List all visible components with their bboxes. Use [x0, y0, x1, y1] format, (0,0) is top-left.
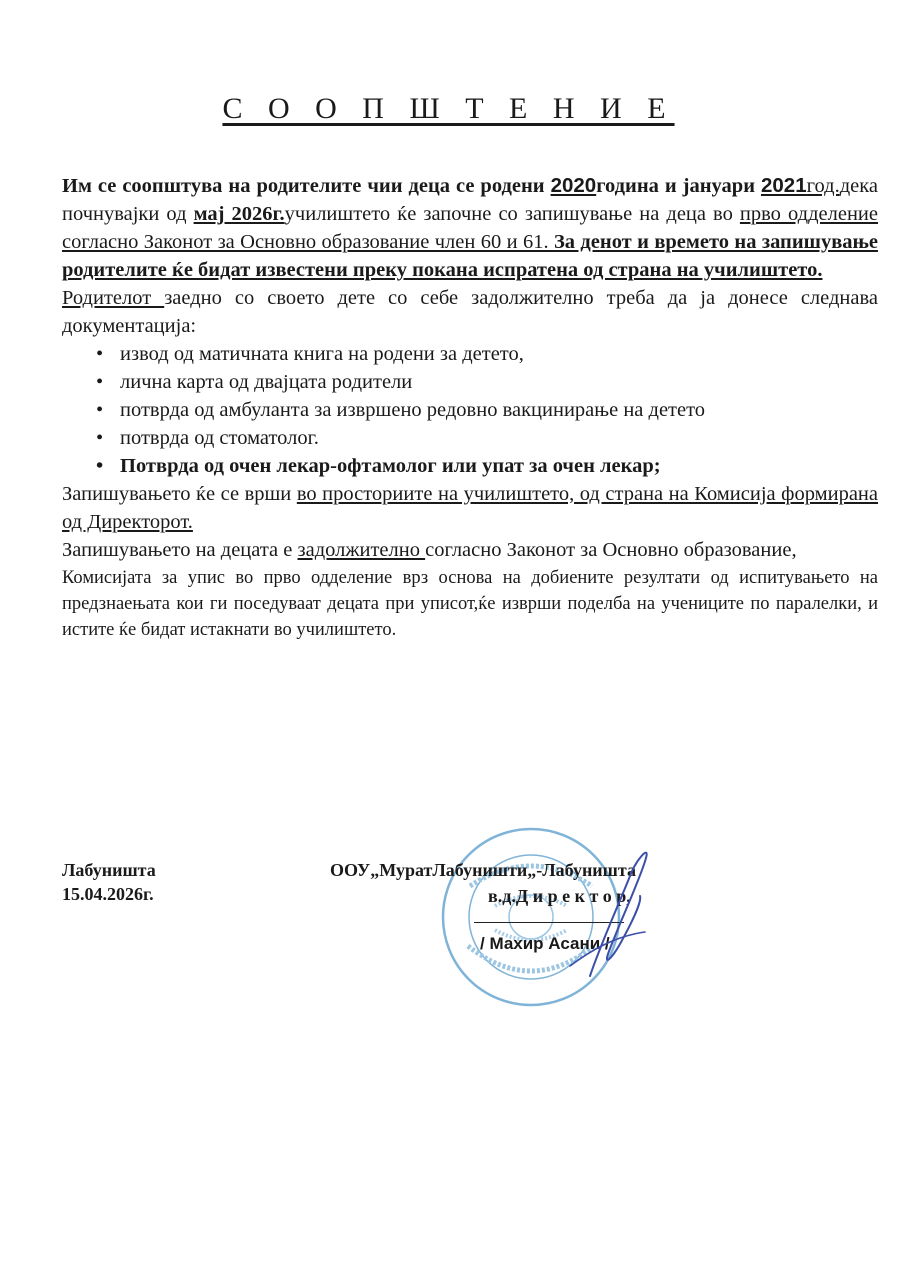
intro-text-6: дека почнувајки од [62, 175, 878, 225]
list-item: • извод од матичната книга на родени за детето, [120, 341, 878, 369]
intro-text-3: година и јануари [596, 175, 761, 197]
mandatory-text-1: Запишувањето на децата е [62, 538, 298, 561]
invitation-notice: За денот и времето на запишување родителите ќе бидат известени преку покана испратена од страна на училиштето. [62, 230, 878, 281]
intro-paragraph [62, 172, 878, 285]
mandatory-text-3: согласно Законот за Основно образование, [425, 538, 797, 561]
mandatory-paragraph [62, 537, 878, 565]
parent-text-1: Родителот [62, 286, 165, 309]
list-item: • потврда од амбуланта за извршено редовно вакцинирање на детето [120, 397, 878, 425]
law-reference: прво одделение согласно Законот за Основно образование член 60 и 61. [62, 202, 878, 253]
signature-icon [560, 836, 660, 986]
documents-list [62, 341, 878, 481]
start-date: мај 2026г. [193, 202, 285, 225]
enroll-paragraph [62, 481, 878, 537]
parent-paragraph [62, 285, 878, 341]
list-item: • лична карта од двајцата родители [120, 369, 878, 397]
birth-year-2020: 2020 [550, 174, 597, 197]
document-title: С О О П Ш Т Е Н И Е [222, 92, 675, 125]
list-item: • потврда од стоматолог. [120, 425, 878, 453]
list-item: • Потврда од очен лекар-офтамолог или упат за очен лекар; [120, 453, 878, 481]
parent-text-2: заедно со своето дете со себе задолжително треба да ја донесе следнава документација: [62, 286, 878, 337]
intro-text-5: год. [806, 175, 840, 197]
mandatory-text-2: задолжително [297, 538, 426, 561]
document-body [62, 172, 878, 643]
enroll-text-1: Запишувањето ќе се врши [62, 482, 297, 505]
footer-place: Лабуништа [62, 860, 156, 880]
footer-date: 15.04.2026г. [62, 884, 154, 904]
commission-paragraph: Комисијата за упис во прво одделение врз основа на добиените резултати од испитувањето на предзнаењата кои ги поседуваат децата при уписот,ќе изврши поделба на учениците по паралелки, и истите ќе бидат истакнати во училиштето. [62, 567, 878, 641]
intro-text-8: училиштето ќе започне со запишување на деца во [284, 202, 740, 225]
footer-role: в.д.Д и р е к т о р, [488, 886, 631, 906]
enroll-text-2: во просториите на училиштето, од страна на Комисија формирана од Директорот. [62, 482, 878, 533]
intro-text-1: Им се соопштува на родителите чии деца се родени [62, 175, 551, 197]
birth-year-2021: 2021 [760, 174, 807, 197]
footer-name: / Махир Асани / [480, 934, 610, 953]
footer-school: ООУ„МуратЛабуништи„-Лабуништа [330, 860, 636, 880]
